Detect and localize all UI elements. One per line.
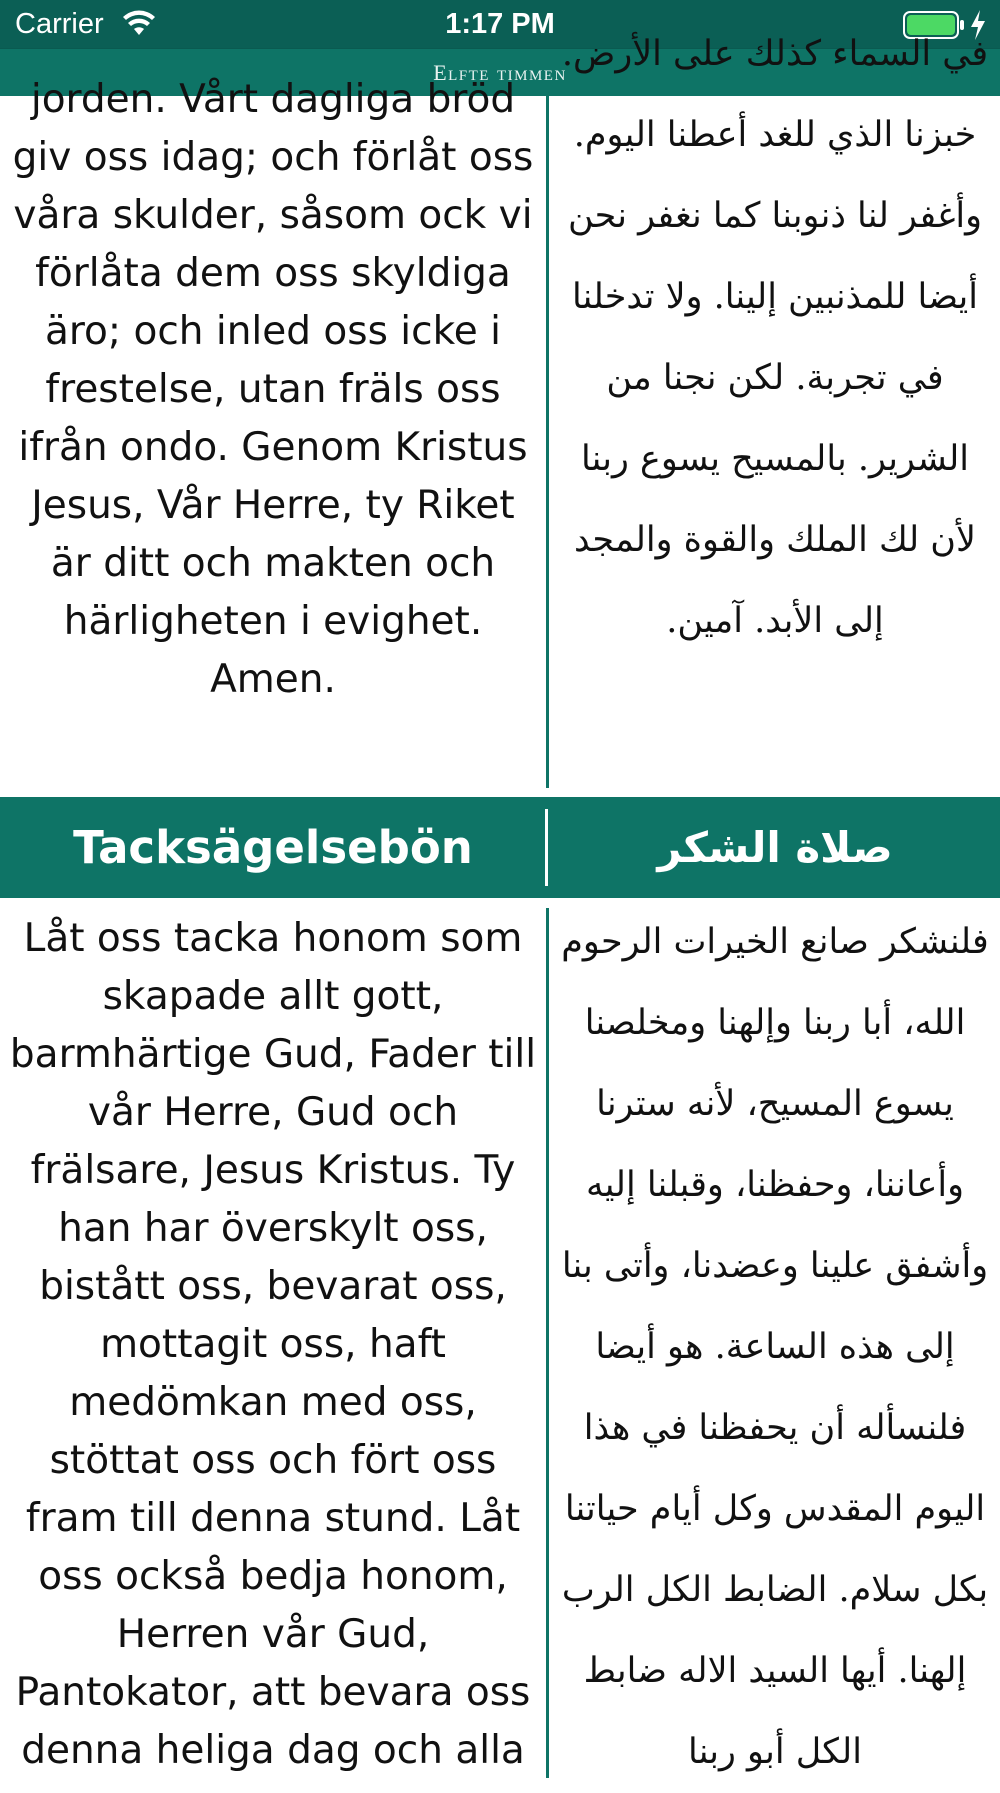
nav-title: Elfte timmen bbox=[0, 48, 1000, 96]
thanksgiving-arabic-text: فلنشكر صانع الخيرات الرحوم الله، أبا ربنا وإلهنا ومخلصنا يسوع المسيح، لأنه سترنا وأعاننا، وحفظنا، وقبلنا إليه وأشفق علينا وعضدنا، وأتى بنا إلى هذه الساعة. هو أيضا فلنسأله أن يحفظنا في هذا اليوم المقدس وكل أيام حياتنا بكل سلام. الضابط الكل الرب إلهنا. أيها السيد الاله ضابط الكل أبو ربنا bbox=[561, 922, 989, 1772]
lords-prayer-arabic-text: في السماء كذلك على الأرض. خبزنا الذي للغد أعطنا اليوم. وأغفر لنا ذنوبنا كما نغفر نحن أيضا للمذنبين إلينا. ولا تدخلنا في تجربة. لكن نجنا من الشرير. بالمسيح يسوع ربنا لأن لك الملك والقوة والمجد إلى الأبد. آمين. bbox=[561, 34, 989, 641]
lords-prayer-swedish-text: jorden. Vårt dagliga bröd giv oss idag; och förlåt oss våra skulder, såsom ock vi förlåta dem oss skyldiga äro; och inled oss icke i frestelse, utan fräls oss ifrån ondo. Genom Kristus Jesus, Vår Herre, ty Riket är ditt och makten och härligheten i evighet. Amen. bbox=[12, 77, 534, 702]
thanksgiving-header bbox=[0, 797, 1000, 898]
column-divider bbox=[546, 908, 549, 1778]
column-divider bbox=[546, 96, 549, 788]
thanksgiving-title-arabic: صلاة الشكر bbox=[657, 823, 893, 872]
thanksgiving-section bbox=[0, 898, 1000, 1778]
thanksgiving-title-swedish: Tacksägelsebön bbox=[73, 821, 473, 874]
status-time: 1:17 PM bbox=[445, 8, 555, 40]
header-divider bbox=[545, 809, 548, 886]
carrier-label: Carrier bbox=[15, 8, 104, 40]
thanksgiving-swedish-text: Låt oss tacka honom som skapade allt gott, barmhärtige Gud, Fader till vår Herre, Gud och frälsare, Jesus Kristus. Ty han har överskylt oss, bistått oss, bevarat oss, mottagit oss, haft medömkan med oss, stöttat oss och fört oss fram till denna stund. Låt oss också bedja honom, Herren vår Gud, Pantokator, att bevara oss denna heliga dag och alla bbox=[9, 916, 537, 1773]
